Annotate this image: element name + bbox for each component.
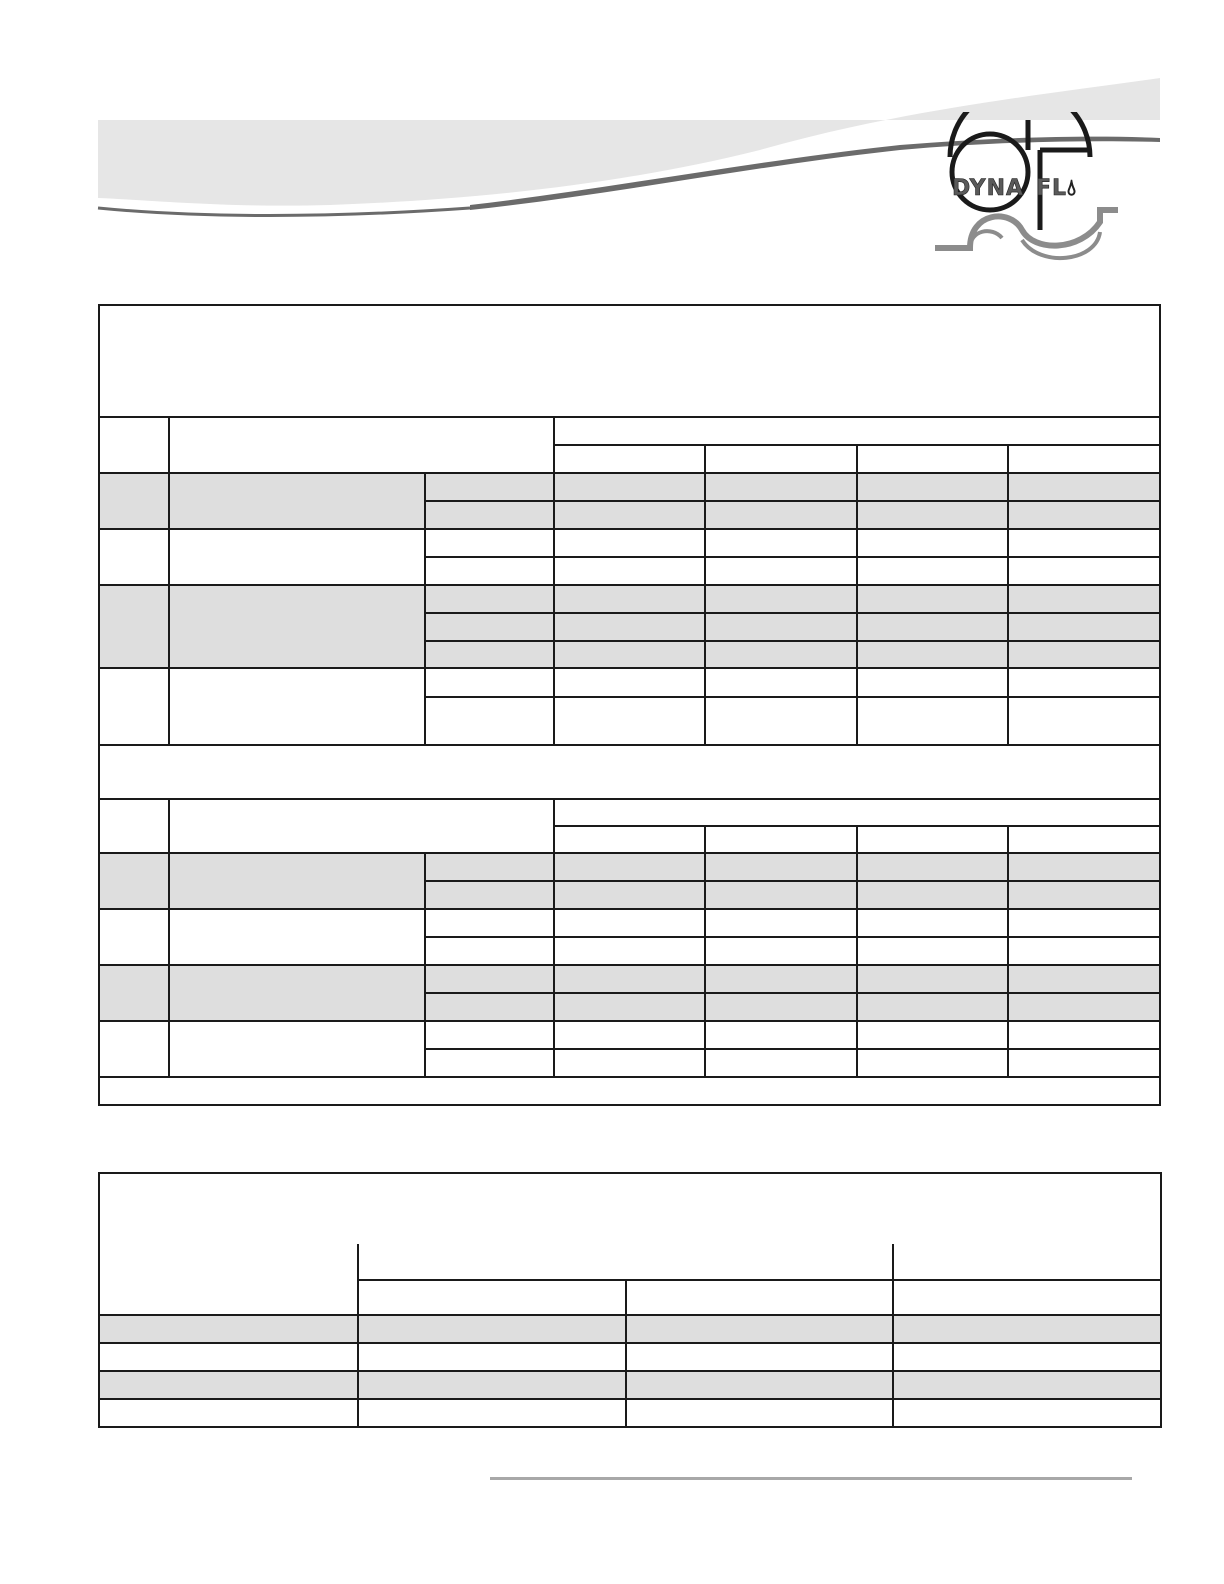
logo-text-left: DYNA (952, 176, 1025, 201)
rule (553, 798, 555, 1078)
rule (100, 1020, 1159, 1022)
rule (892, 1244, 894, 1426)
rule (1007, 444, 1009, 746)
rule (425, 880, 1159, 882)
table-row (100, 1316, 1160, 1343)
rule (100, 744, 1159, 746)
rule (424, 472, 426, 746)
rule (100, 798, 1159, 800)
rule (168, 416, 170, 746)
rule (358, 1279, 1160, 1281)
rule (425, 936, 1159, 938)
rule (425, 1048, 1159, 1050)
rule (100, 528, 1159, 530)
logo-wordmark (952, 176, 1077, 201)
rule (856, 825, 858, 1078)
drop-icon: 💧︎ (1067, 176, 1077, 201)
rule (100, 472, 1159, 474)
rule (357, 1244, 359, 1426)
rule (100, 1076, 1159, 1078)
rule (425, 612, 1159, 614)
rule (425, 500, 1159, 502)
rule (553, 416, 555, 746)
rule (100, 1342, 1160, 1344)
rule (100, 416, 1159, 418)
rule (425, 696, 1159, 698)
rule (100, 1398, 1160, 1400)
rule (425, 640, 1159, 642)
rule (425, 992, 1159, 994)
rule (425, 556, 1159, 558)
rule (100, 964, 1159, 966)
rule (424, 852, 426, 1078)
logo-text-right: FL (1036, 176, 1068, 201)
rule (100, 667, 1159, 669)
rule (100, 1370, 1160, 1372)
rule (704, 825, 706, 1078)
rule (100, 1314, 1160, 1316)
rule (168, 798, 170, 1078)
rule (100, 908, 1159, 910)
banner-underline (98, 208, 470, 216)
rule (1007, 825, 1009, 1078)
rule (704, 444, 706, 746)
footer-rule (490, 1477, 1132, 1480)
rule (100, 584, 1159, 586)
table-row (100, 1371, 1160, 1398)
table-row (100, 585, 1159, 667)
rule (625, 1279, 627, 1426)
rule (856, 444, 858, 746)
rule (100, 852, 1159, 854)
